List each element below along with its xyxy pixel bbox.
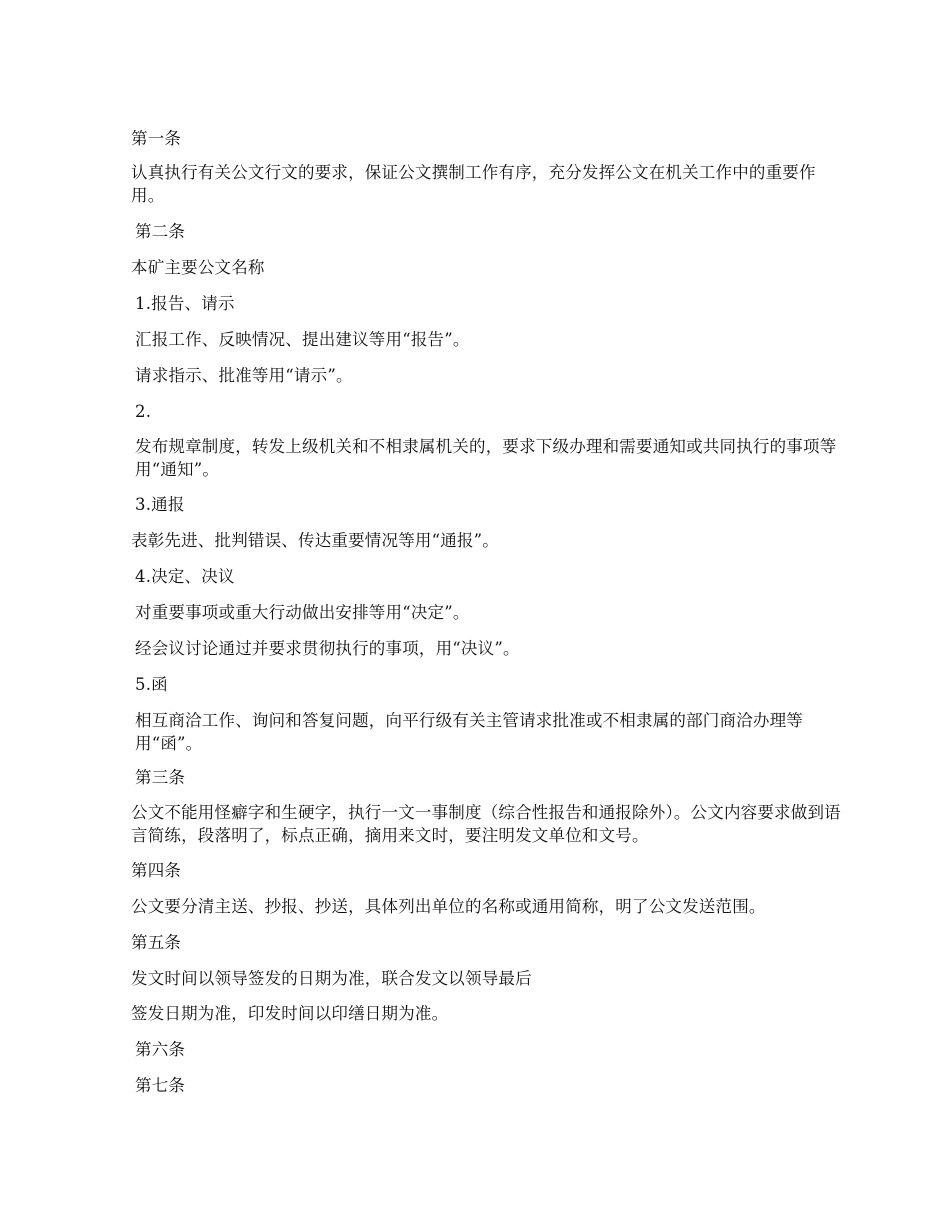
article-4-heading: 第四条	[131, 861, 182, 880]
article-1-text: 认真执行有关公文行文的要求，保证公文撰制工作有序，充分发挥公文在机关工作中的重要作用。	[131, 163, 816, 205]
item-5-text: 相互商洽工作、询问和答复问题，向平行级有关主管请求批准或不相隶属的部门商洽办理等用“函”。	[135, 711, 803, 753]
article-5-text-line-2: 签发日期为准，印发时间以印缮日期为准。	[131, 1004, 449, 1023]
article-2-text: 本矿主要公文名称	[131, 258, 265, 277]
item-1-text-report: 汇报工作、反映情况、提出建议等用“报告”。	[135, 330, 470, 349]
item-4-text-decision: 对重要事项或重大行动做出安排等用“决定”。	[135, 603, 470, 622]
item-4-text-resolution: 经会议讨论通过并要求贯彻执行的事项，用“决议”。	[135, 639, 520, 658]
item-2-text: 发布规章制度，转发上级机关和不相隶属机关的，要求下级办理和需要通知或共同执行的事项等用“通知”。	[135, 437, 837, 479]
item-3-heading: 3.通报	[135, 495, 185, 514]
article-2-heading: 第二条	[135, 222, 186, 241]
article-3-text: 公文不能用怪癖字和生硬字，执行一文一事制度（综合性报告和通报除外）。公文内容要求做到语言简练，段落明了，标点正确，摘用来文时，要注明发文单位和文号。	[131, 803, 841, 845]
article-4-text: 公文要分清主送、抄报、抄送，具体列出单位的名称或通用简称，明了公文发送范围。	[131, 897, 766, 916]
item-3-text: 表彰先进、批判错误、传达重要情况等用“通报”。	[131, 531, 499, 550]
item-4-heading: 4.决定、决议	[135, 567, 235, 586]
item-1-heading: 1.报告、请示	[135, 294, 235, 313]
article-7-heading: 第七条	[135, 1076, 186, 1095]
item-2-heading: 2.	[135, 402, 152, 421]
item-5-heading: 5.函	[135, 675, 168, 694]
article-5-text-line-1: 发文时间以领导签发的日期为准，联合发文以领导最后	[131, 969, 532, 988]
article-5-heading: 第五条	[131, 933, 182, 952]
article-6-heading: 第六条	[135, 1040, 186, 1059]
article-1-heading: 第一条	[131, 129, 182, 148]
article-3-heading: 第三条	[135, 768, 186, 787]
item-1-text-request: 请求指示、批准等用“请示”。	[135, 366, 353, 385]
